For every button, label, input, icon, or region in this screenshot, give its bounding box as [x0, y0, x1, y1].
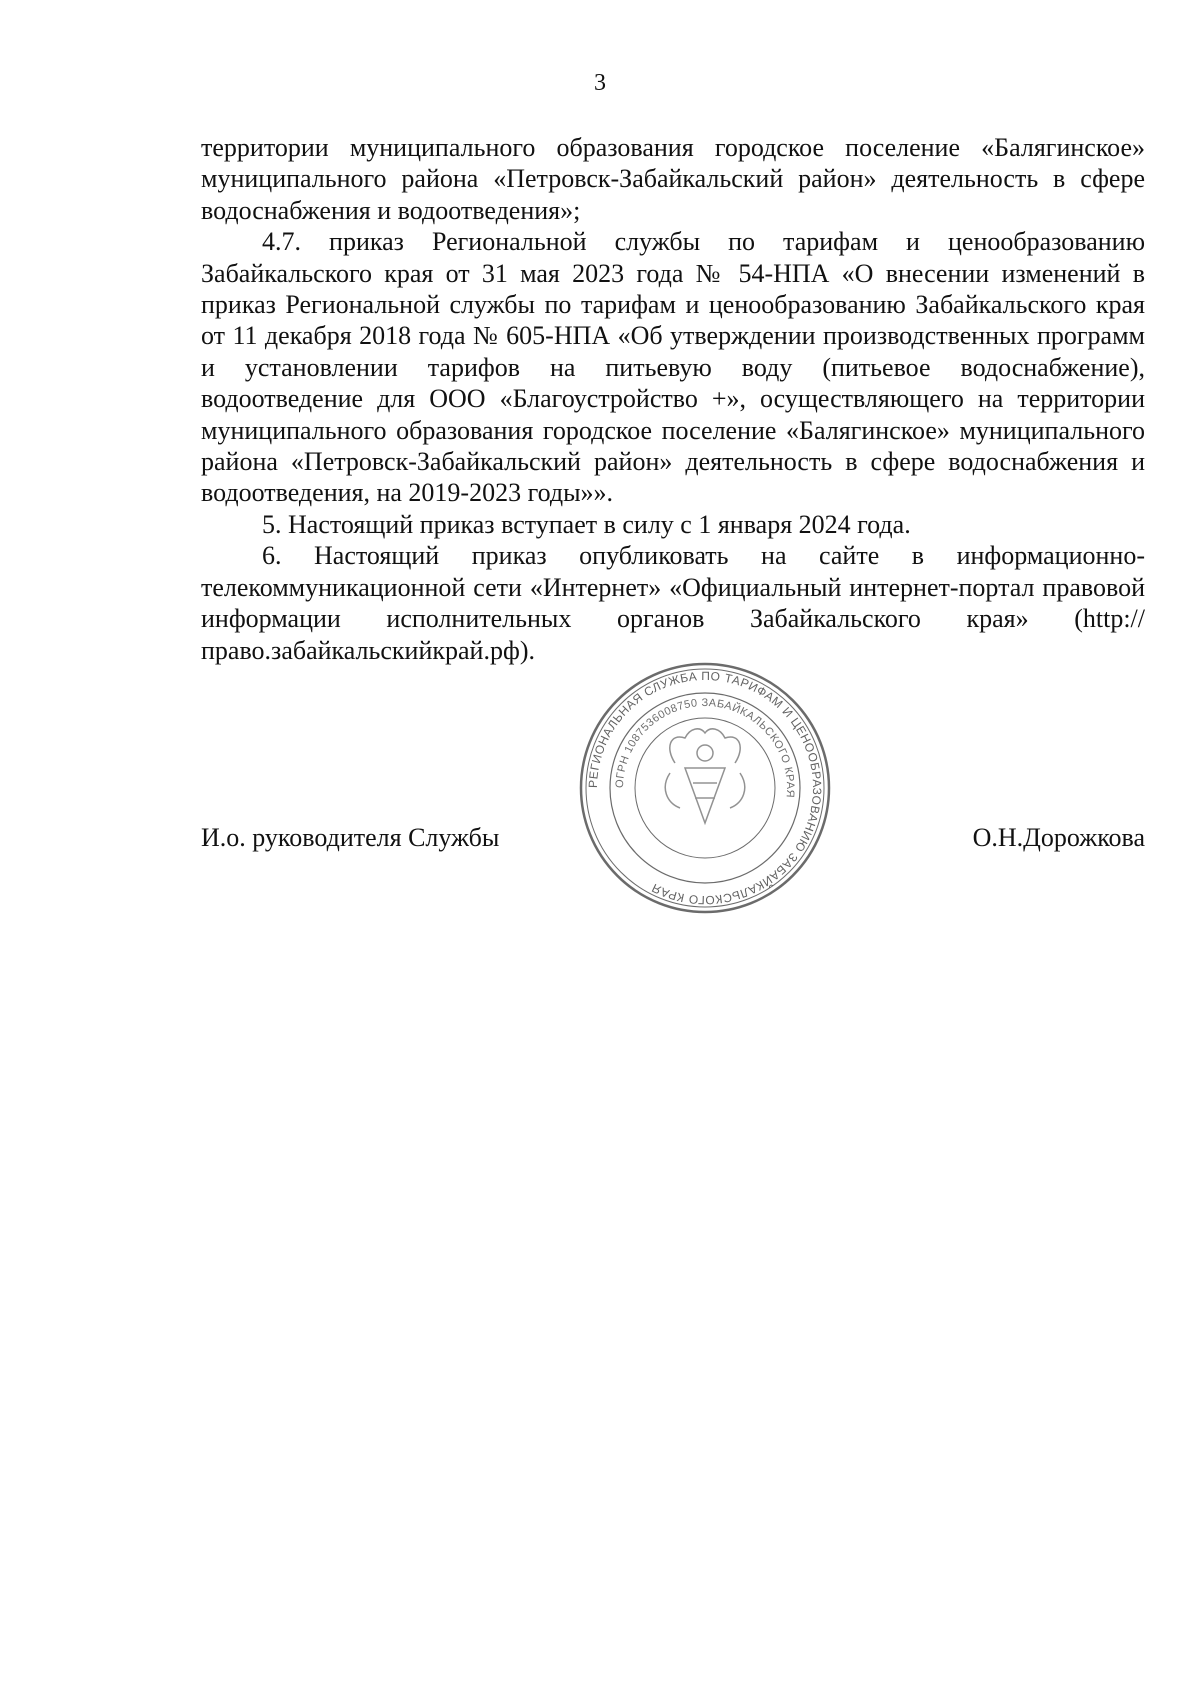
coat-of-arms-emblem — [665, 729, 744, 823]
official-seal-stamp — [575, 658, 835, 918]
signatory-name: О.Н.Дорожкова — [972, 823, 1145, 852]
seal-inner-text: ОГРН 1087536008750 ЗАБАЙКАЛЬСКОГО КРАЯ — [613, 696, 797, 799]
seal-rings — [581, 664, 829, 912]
document-body — [201, 132, 1145, 666]
seal-outer-text: РЕГИОНАЛЬНАЯ СЛУЖБА ПО ТАРИФАМ И ЦЕНООБРАЗОВАНИЮ ЗАБАЙКАЛЬСКОГО КРАЯ — [585, 668, 825, 908]
page-number: 3 — [594, 70, 606, 96]
paragraph-continuation: территории муниципального образования городское поселение «Балягинское» муниципального района «Петровск-Забайкальский район» деятельность в сфере водоснабжения и водоотведения»; — [201, 133, 1145, 225]
paragraph-4-7: 4.7. приказ Региональной службы по тарифам и ценообразованию Забайкальского края от 31 мая 2023 года № 54-НПА «О внесении изменений в приказ Региональной службы по тарифам и ценообразованию Забайкальского края от 11 декабря 2018 года № 605-НПА «Об утверждении производственных программ и установлении тарифов на питьевую воду (питьевое водоснабжение), водоотведение для ООО «Благоустройство +», осуществляющего на территории муниципального образования городское поселение «Балягинское» муниципального района «Петровск-Забайкальский район» деятельность в сфере водоснабжения и водоотведения, на 2019-2023 годы»». — [201, 227, 1145, 508]
seal-graphic — [575, 658, 835, 918]
paragraph-6: 6. Настоящий приказ опубликовать на сайте в информационно-телекоммуникационной сети «Интернет» «Официальный интернет-портал правовой информации исполнительных органов Забайкальского края» (http://право.забайкальскийкрай.рф). — [201, 541, 1145, 665]
signatory-title: И.о. руководителя Службы — [201, 823, 500, 852]
paragraph-5: 5. Настоящий приказ вступает в силу с 1 января 2024 года. — [262, 509, 911, 539]
